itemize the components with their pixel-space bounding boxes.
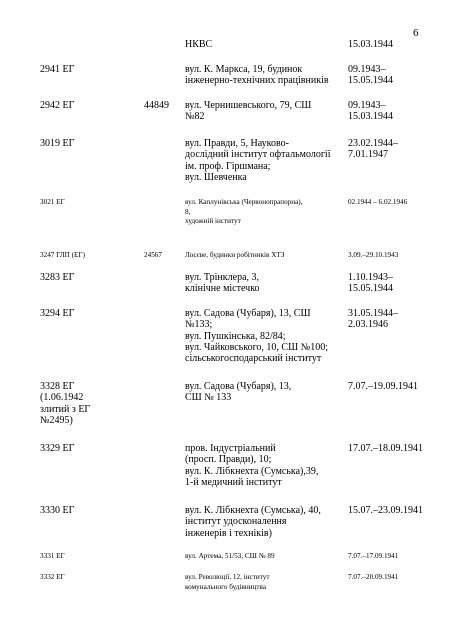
location-address [185, 138, 330, 183]
date-range-line: 09.1943– [348, 64, 386, 75]
location-address-line: вул. Революції, 12, інститут [185, 573, 270, 581]
unit-code-line: 3021 ЕГ [40, 198, 65, 206]
unit-code [40, 100, 74, 111]
location-address-line: ім. проф. Гіршмана; [185, 160, 271, 172]
location-address-line: НКВС [185, 39, 213, 50]
date-range [348, 64, 393, 87]
date-range [348, 138, 398, 161]
date-range-line: 15.05.1944 [348, 75, 393, 87]
location-address [185, 552, 275, 562]
page-number: 6 [413, 27, 419, 39]
location-address [185, 308, 328, 364]
location-address [185, 505, 321, 539]
date-range-line: 02.1944 – 6.02.1946 [348, 198, 408, 206]
location-address-line: художній інститут [185, 217, 241, 225]
unit-code [40, 308, 74, 319]
date-range [348, 251, 398, 261]
unit-code [40, 198, 65, 208]
date-range-line: 23.02.1944– [348, 138, 398, 149]
location-address-line: інженерно-технічних працівників [185, 75, 329, 87]
date-range [348, 198, 407, 208]
location-address-line: СШ № 133 [185, 392, 232, 404]
location-address-line: 1-й медичний інститут [185, 476, 282, 488]
location-address-line: вул. Шевченка [185, 171, 247, 183]
date-range-line: 2.03.1946 [348, 319, 388, 331]
date-range-line: 15.03.1944 [348, 111, 393, 123]
unit-code-line: 2942 ЕГ [40, 100, 75, 111]
unit-code-line: (1.06.1942 [40, 392, 84, 404]
location-address [185, 64, 329, 87]
date-range-line: 09.1943– [348, 100, 386, 111]
location-address [185, 443, 318, 488]
date-range-line: 31.05.1944– [348, 308, 398, 319]
date-range-line: 7.07.–19.09.1941 [348, 381, 418, 392]
unit-code [40, 272, 74, 283]
unit-code [40, 138, 74, 149]
date-range-line: 15.07.–23.09.1941 [348, 505, 423, 516]
location-address-line: №82 [185, 111, 205, 123]
location-address [185, 381, 291, 404]
location-address-line: вул. Пушкінська, 82/84; [185, 330, 286, 342]
location-address-line: (просп. Правди), 10; [185, 454, 272, 466]
date-range-line: 3.09.–29.10.1943 [348, 251, 399, 259]
unit-code [40, 505, 74, 516]
location-address-line: сільськогосподарський інститут [185, 353, 322, 365]
location-address-line: №133; [185, 319, 213, 331]
unit-code-line: 3294 ЕГ [40, 308, 75, 319]
date-range [348, 505, 423, 516]
date-range-line: 7.07.–20.09.1941 [348, 573, 399, 581]
unit-code [40, 552, 65, 562]
location-address-line: 8, [185, 207, 191, 216]
unit-code-line: 3247 ГЛП (ЕГ) [40, 251, 85, 259]
date-range-line: 7.07.–17.09.1941 [348, 552, 399, 560]
date-range [348, 552, 398, 562]
date-range-line: 17.07.–18.09.1941 [348, 443, 423, 454]
location-address-line: пров. Індустріальний [185, 443, 276, 454]
unit-code-line: 3331 ЕГ [40, 552, 65, 560]
location-address [185, 573, 270, 592]
date-range [348, 272, 393, 295]
location-address-line: вул. Правди, 5, Науково- [185, 138, 289, 149]
unit-code [40, 64, 74, 75]
location-address-line: клінічне містечко [185, 283, 260, 295]
location-address-line: вул. Садова (Чубаря), 13, [185, 381, 292, 392]
date-range [348, 100, 393, 123]
location-address-line: вул. Каплунівська (Червонопрапорна), [185, 198, 303, 206]
location-address-line: Лосєве, будинки робітників ХТЗ [185, 251, 285, 259]
date-range-line: 15.05.1944 [348, 283, 393, 295]
unit-code-line: 3019 ЕГ [40, 138, 75, 149]
unit-code [40, 443, 74, 454]
unit-number: 24567 [144, 251, 162, 259]
unit-code-line: 3328 ЕГ [40, 381, 75, 392]
unit-code-line: 3329 ЕГ [40, 443, 75, 454]
location-address-line: інститут удосконалення [185, 516, 287, 528]
date-range-line: 1.10.1943– [348, 272, 393, 283]
location-address-line: дослідний інститут офтальмології [185, 149, 331, 161]
location-address-line: вул. К. Маркса, 19, будинок [185, 64, 303, 75]
location-address-line: вул. Чайковського, 10, СШ №100; [185, 341, 329, 353]
location-address-line: вул. Садова (Чубаря), 13, СШ [185, 308, 311, 319]
unit-code [40, 573, 65, 583]
date-range [348, 443, 423, 454]
unit-code-line: 2941 ЕГ [40, 64, 75, 75]
unit-code-line: №2495) [40, 414, 73, 426]
location-address-line: вул. К. Лібкнехта (Сумська),39, [185, 465, 319, 477]
location-address-line: вул. Трінклера, 3, [185, 272, 260, 283]
location-address-line: інженерів і техніків) [185, 527, 272, 539]
date-range [348, 308, 398, 331]
location-address [185, 39, 212, 50]
date-range-line: 7.01.1947 [348, 149, 388, 161]
unit-code [40, 251, 85, 261]
location-address-line: вул. Чернишевського, 79, СШ [185, 100, 312, 111]
location-address-line: вул. К. Лібкнехта (Сумська), 40, [185, 505, 321, 516]
date-range [348, 573, 398, 583]
unit-code-line: 3330 ЕГ [40, 505, 75, 516]
location-address [185, 251, 284, 261]
date-range-line: 15.03.1944 [348, 39, 393, 50]
unit-number: 44849 [144, 100, 169, 111]
location-address-line: комунального будівництва [185, 582, 267, 591]
location-address [185, 272, 260, 295]
unit-code-line: 3283 ЕГ [40, 272, 75, 283]
location-address [185, 100, 311, 123]
location-address-line: вул. Артема, 51/53, СШ № 89 [185, 552, 275, 560]
date-range [348, 381, 418, 392]
date-range [348, 39, 393, 50]
location-address [185, 198, 302, 227]
unit-code-line: злитий з ЕГ [40, 403, 91, 415]
unit-code [40, 381, 90, 426]
unit-code-line: 3332 ЕГ [40, 573, 65, 581]
